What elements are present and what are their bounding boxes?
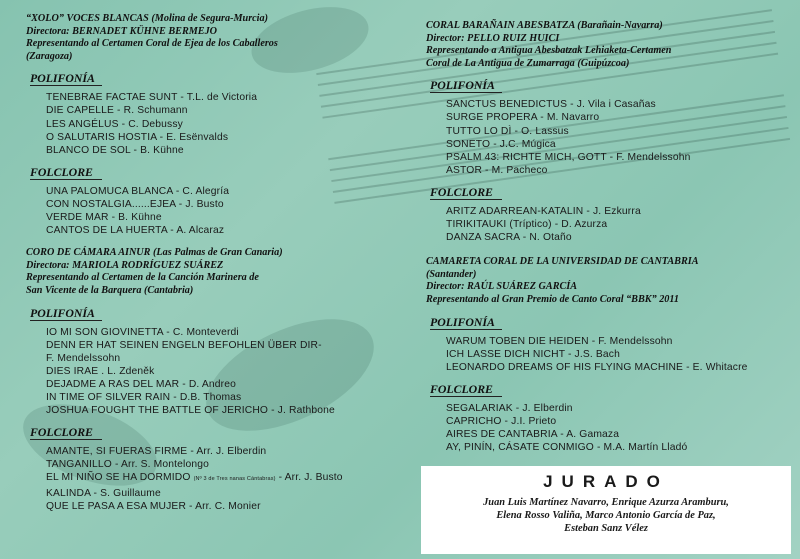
- list-item: CAPRICHO - J.I. Prieto: [446, 415, 557, 427]
- list-item: O SALUTARIS HOSTIA - E. Esënvalds: [46, 131, 229, 143]
- right-column: [426, 20, 786, 454]
- choir-name: CORAL BARAÑAIN ABESBATZA (Barañain-Navarra): [426, 20, 663, 31]
- list-item: UNA PALOMUCA BLANCA - C. Alegría: [46, 185, 230, 197]
- section-heading-polifonia: POLIFONÍA: [430, 316, 502, 330]
- list-item: SONETO - J.C. Múgica: [446, 138, 556, 150]
- list-item: F. Mendelssohn: [46, 352, 121, 364]
- list-item: DEJADME A RAS DEL MAR - D. Andreo: [46, 378, 236, 390]
- work-author: - Arr. J. Busto: [278, 472, 343, 484]
- list-item: AMANTE, SI FUERAS FIRME - Arr. J. Elberdin: [46, 446, 267, 458]
- list-item: IO MI SON GIOVINETTA - C. Monteverdi: [46, 326, 239, 338]
- work-list: [426, 402, 786, 454]
- choir-location: (Santander): [426, 268, 477, 280]
- list-item: TENEBRAE FACTAE SUNT - T.L. de Victoria: [46, 92, 258, 104]
- choir-4-header: [426, 256, 786, 306]
- choir-director: Directora: BERNADET KÜHNE BERMEJO: [26, 25, 218, 37]
- list-item: SANCTUS BENEDICTUS - J. Vila i Casañas: [446, 99, 656, 111]
- section-heading-polifonia: POLIFONÍA: [430, 79, 502, 93]
- work-list: [26, 185, 396, 237]
- list-item: QUE LE PASA A ESA MUJER - Arr. C. Monier: [46, 500, 261, 512]
- work-note: (Nº 3 de Tres nanas Cántabras): [193, 476, 276, 483]
- list-item: LES ANGÉLUS - C. Debussy: [46, 118, 183, 130]
- choir-1-header: [26, 13, 396, 63]
- jury-title: JURADO: [543, 472, 669, 491]
- section-heading-folclore: FOLCLORE: [30, 426, 102, 440]
- section-heading-folclore: FOLCLORE: [430, 383, 502, 397]
- list-item: IN TIME OF SILVER RAIN - D.B. Thomas: [46, 392, 242, 404]
- left-column: [26, 13, 396, 513]
- choir-representation: Coral de La Antigua de Zumarraga (Guipúzcoa): [426, 57, 630, 69]
- list-item: DANZA SACRA - N. Otaño: [446, 232, 572, 244]
- list-item: VERDE MAR - B. Kühne: [46, 212, 162, 224]
- choir-director: Director: RAÚL SUÁREZ GARCÍA: [426, 281, 578, 293]
- jury-line: Esteban Sanz Vélez: [564, 523, 648, 534]
- work-list: [426, 98, 786, 177]
- choir-representation: (Zaragoza): [26, 50, 73, 62]
- list-item: [26, 471, 396, 486]
- list-item: SEGALARIAK - J. Elberdin: [446, 402, 573, 414]
- section-heading-folclore: FOLCLORE: [30, 166, 102, 180]
- list-item: ASTOR - M. Pacheco: [446, 164, 548, 176]
- list-item: TUTTO LO DÌ - O. Lassus: [446, 125, 569, 137]
- choir-name: “XOLO” VOCES BLANCAS (Molina de Segura-Murcia): [26, 13, 268, 24]
- list-item: AY, PINÍN, CÁSATE CONMIGO - M.A. Martín Lladó: [446, 442, 688, 454]
- work-list: [426, 205, 786, 244]
- work-list: [26, 445, 396, 512]
- list-item: SURGE PROPERA - M. Navarro: [446, 112, 600, 124]
- choir-representation: Representando al Certamen Coral de Ejea de los Caballeros: [26, 38, 278, 50]
- list-item: KALINDA - S. Guillaume: [46, 487, 161, 499]
- section-heading-polifonia: POLIFONÍA: [30, 72, 102, 86]
- list-item: ICH LASSE DICH NICHT - J.S. Bach: [446, 348, 620, 360]
- list-item: TANGANILLO - Arr. S. Montelongo: [46, 459, 209, 471]
- work-list: [26, 91, 396, 156]
- list-item: DIE CAPELLE - R. Schumann: [46, 105, 188, 117]
- section-heading-polifonia: POLIFONÍA: [30, 307, 102, 321]
- choir-representation: Representando a Antigua Abesbatzak Lehiaketa-Certamen: [426, 45, 672, 57]
- list-item: ARITZ ADARREAN-KATALIN - J. Ezkurra: [446, 205, 641, 217]
- choir-name: CORO DE CÁMARA AINUR (Las Palmas de Gran Canaria): [26, 247, 283, 259]
- work-title: EL MI NIÑO SE HA DORMIDO: [46, 472, 191, 484]
- list-item: BLANCO DE SOL - B. Kühne: [46, 144, 184, 156]
- choir-representation: San Vicente de la Barquera (Cantabria): [26, 285, 194, 296]
- list-item: CANTOS DE LA HUERTA - A. Alcaraz: [46, 225, 225, 237]
- section-heading-folclore: FOLCLORE: [430, 186, 502, 200]
- choir-2-header: [26, 247, 396, 297]
- list-item: DENN ER HAT SEINEN ENGELN BEFOHLEN ÜBER DIR-: [46, 339, 322, 351]
- list-item: DIES IRAE . L. Zdeněk: [46, 365, 155, 377]
- jury-box: [421, 466, 791, 554]
- choir-name: CAMARETA CORAL DE LA UNIVERSIDAD DE CANTABRIA: [426, 256, 699, 268]
- choir-3-header: [426, 20, 786, 70]
- list-item: JOSHUA FOUGHT THE BATTLE OF JERICHO - J. Rathbone: [46, 405, 335, 417]
- work-list: [26, 326, 396, 418]
- jury-line: Elena Rosso Valiña, Marco Antonio García de Paz,: [496, 510, 716, 521]
- choir-representation: Representando al Gran Premio de Canto Coral “BBK” 2011: [426, 294, 680, 305]
- work-list: [426, 335, 786, 374]
- list-item: PSALM 43: RICHTE MICH, GOTT - F. Mendelssohn: [446, 151, 691, 163]
- list-item: LEONARDO DREAMS OF HIS FLYING MACHINE - E. Whitacre: [446, 361, 748, 373]
- list-item: AIRES DE CANTABRIA - A. Gamaza: [446, 429, 620, 441]
- list-item: TIRIKITAUKI (Tríptico) - D. Azurza: [446, 219, 608, 231]
- choir-director: Directora: MARIOLA RODRÍGUEZ SUÁREZ: [26, 259, 224, 271]
- list-item: WARUM TOBEN DIE HEIDEN - F. Mendelssohn: [446, 335, 673, 347]
- list-item: CON NOSTALGIA......EJEA - J. Busto: [46, 198, 224, 210]
- choir-representation: Representando al Certamen de la Canción Marinera de: [26, 272, 259, 284]
- choir-director: Director: PELLO RUIZ HUICI: [426, 32, 560, 44]
- jury-line: Juan Luis Martínez Navarro, Enrique Azurza Aramburu,: [483, 497, 729, 508]
